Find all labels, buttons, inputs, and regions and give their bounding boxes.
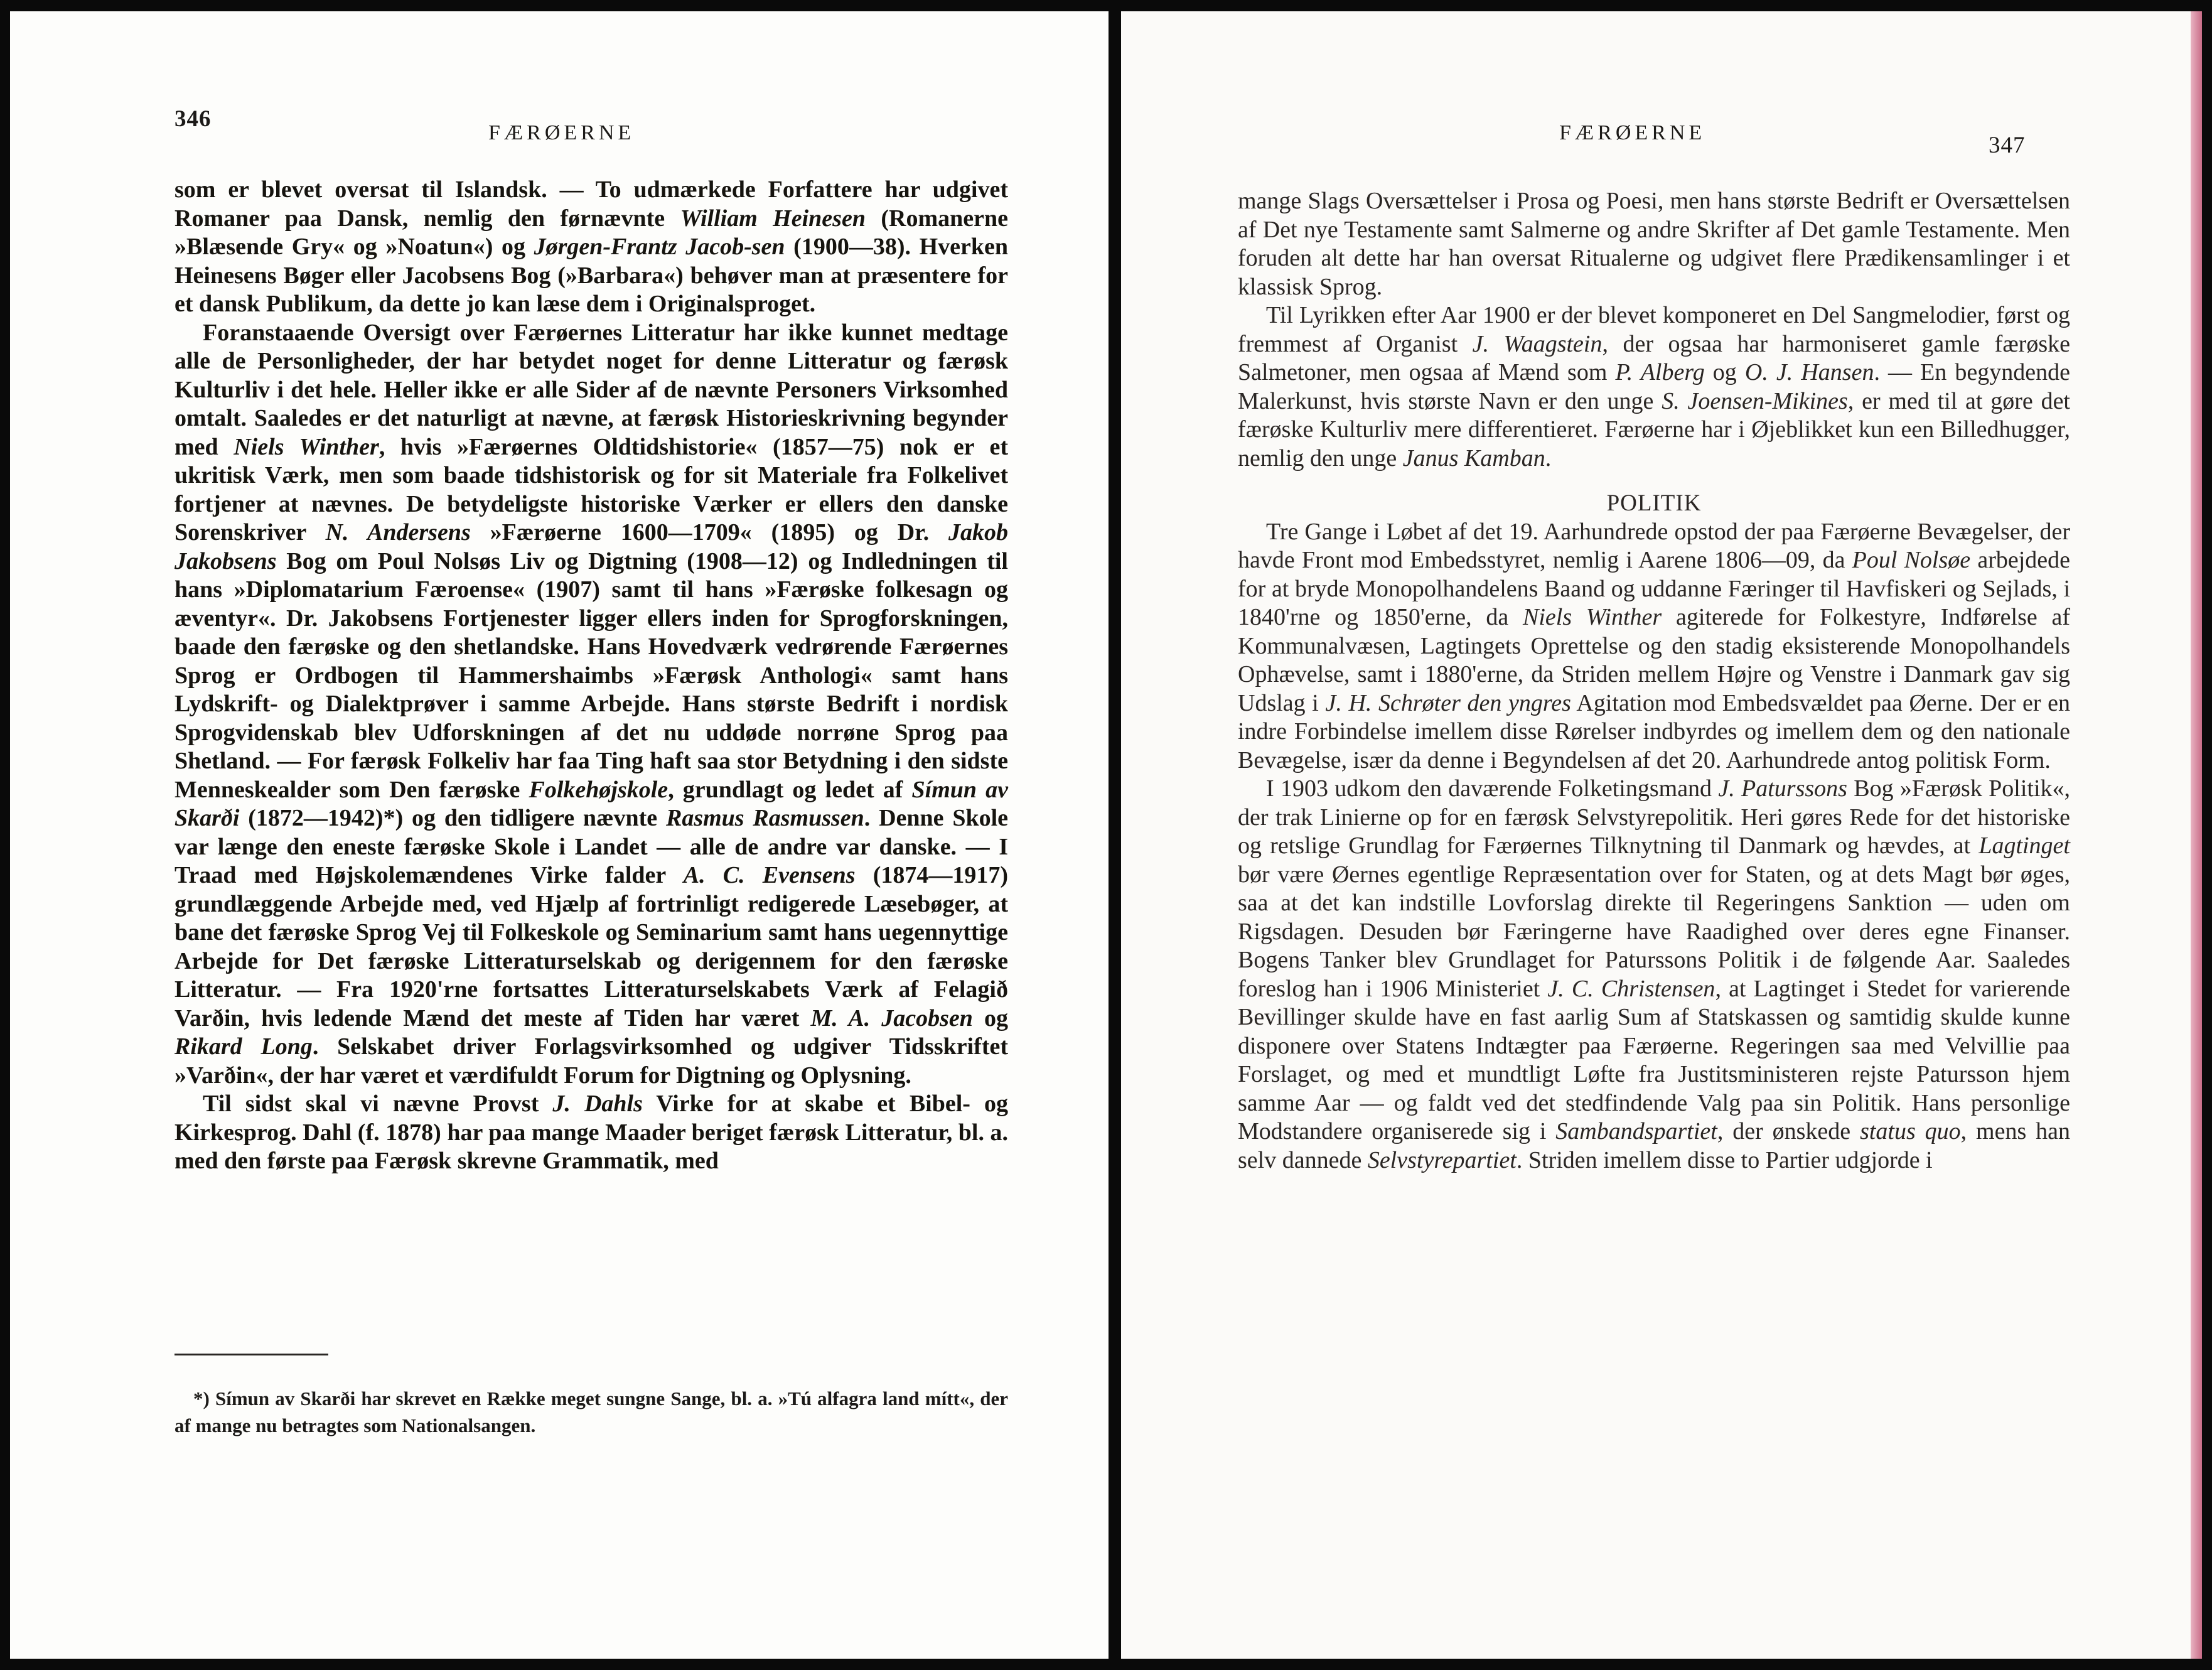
text-run: , mens han selv dannede — [1238, 1118, 2071, 1173]
text-run: (1874—1917) grundlæggende Arbejde med, ved Hjælp af fortrinligt redigerede Læsebøger, at bane det færøske Sprog Vej til Folkeskole og Seminarium samt hans uegennyttige Arbejde for Det færøske Litteraturselskab og derigennem for den færøske Litteratur. — Fra 1920'rne fortsattes Litteraturselskabets Værk af Felagið Varðin, hvis ledende Mænd det meste af Tiden har været — [174, 862, 1008, 1032]
text-run: (Romanerne »Blæsende Gry« og »Noatun«) og — [174, 205, 1008, 260]
italic-name: J. Paturssons — [1718, 775, 1847, 802]
text-run: . Striden imellem disse to Partier udgjorde i — [1516, 1146, 1933, 1173]
italic-name: William Heinesen — [680, 205, 866, 232]
text-run: Agitation mod Embedsvældet paa Øerne. Der er en indre Forbindelse imellem disse Rørelser indbyrdes og imellem dem og den nationale Bevægelse, især da denne i Begyndelsen af det 20. Aarhundrede antog politisk Form. — [1238, 689, 2070, 773]
page-number-right: 347 — [1989, 132, 2026, 158]
italic-name: Jørgen-Frantz Jacob-sen — [534, 234, 785, 260]
paragraph — [1238, 301, 2070, 473]
italic-name: P. Alberg — [1615, 359, 1705, 385]
text-run: (1872—1942)*) og den tidligere nævnte — [239, 805, 666, 831]
italic-name: M. A. Jacobsen — [810, 1005, 973, 1032]
paragraph — [1238, 775, 2070, 1175]
italic-name: Selvstyrepartiet — [1367, 1146, 1517, 1173]
footnote: *) Símun av Skarði har skrevet en Række meget sungne Sange, bl. a. »Tú alfagra land mítt«, der af mange nu betragtes som Nationalsangen. — [174, 1387, 1008, 1436]
text-run: og — [972, 1005, 1008, 1032]
italic-name: Sambandspartiet — [1555, 1118, 1717, 1145]
text-run: Til Lyrikken efter Aar 1900 er der blevet komponeret en Del Sangmelodier, først og fremmest af Organist — [1238, 302, 2070, 357]
text-run: . Denne Skole var længe den eneste færøske Skole i Landet — alle de andre var danske. — I Traad med Højskolemændenes Virke falder — [174, 805, 1009, 888]
italic-name: O. J. Hansen — [1744, 359, 1874, 385]
left-book-page — [10, 11, 1109, 1659]
paragraph — [174, 319, 1008, 1091]
text-run: Virke for at skabe et Bibel- og Kirkesprog. Dahl (f. 1878) har paa mange Maader beriget færøsk Litteratur, bl. a. med den første paa Færøsk skrevne Grammatik, med — [174, 1091, 1008, 1174]
text-run: Tre Gange i Løbet af det 19. Aarhundrede opstod der paa Færøerne Bevægelser, der havde Front mod Embedsstyret, nemlig i Aarene 1806—09, da — [1238, 518, 2070, 573]
text-run: og — [1704, 359, 1745, 385]
italic-name: Folkehøjskole — [529, 776, 668, 803]
italic-name: Jakob Jakobsens — [174, 519, 1008, 574]
text-run: . Selskabet driver Forlagsvirksomhed og udgiver Tidsskriftet »Varðin«, der har været et værdifuldt Forum for Digtning og Oplysning. — [174, 1033, 1009, 1089]
italic-name: Poul Nolsøe — [1852, 547, 1971, 573]
italic-name: J. Waagstein — [1472, 330, 1603, 357]
italic-name: Niels Winther — [234, 433, 379, 460]
text-run: , hvis »Færøernes Oldtidshistorie« (1857—75) nok er et ukritisk Værk, men som baade tidshistorisk og for sit Materiale fra Folkelivet fortjener at nævnes. De betydeligste historiske Værker er ellers den danske Sorenskriver — [174, 433, 1008, 546]
italic-name: Lagtinget — [1978, 832, 2070, 859]
text-run: (1900—38). Hverken Heinesens Bøger eller Jacobsens Bog (»Barbara«) behøver man at præsentere for et dansk Publikum, da dette jo kan læse dem i Originalsproget. — [174, 234, 1008, 317]
text-run: mange Slags Oversættelser i Prosa og Poesi, men hans største Bedrift er Oversættelsen af Det nye Testamente samt Salmerne og andre Skrifter af Det gamle Testamente. Men foruden alt dette har han oversat Ritualerne og udgivet flere Prædikensamlinger i et klassisk Sprog. — [1238, 188, 2070, 300]
text-run: »Færøerne 1600—1709« (1895) og Dr. — [470, 519, 948, 546]
italic-name: N. Andersens — [325, 519, 471, 546]
footnote-rule — [174, 1354, 328, 1355]
italic-name: J. H. Schrøter den yngres — [1325, 689, 1571, 716]
text-run: , at Lagtinget i Stedet for varierende Bevillinger skulde have en fast aarlig Sum af Statskassen og samtidig skulde kunne disponere over Statens Indtægter paa Færøerne. Regeringen saa med Velvillie paa Forslaget, og med et mundtligt Løfte fra Justitsministeren rejste Patursson hjem samme Aar — og faldt ved det stedfindende Valg paa sin Politik. Hans personlige Modstandere organiserede sig i — [1238, 975, 2070, 1145]
paragraph — [1238, 187, 2070, 301]
italic-name: Rasmus Rasmussen — [665, 805, 864, 831]
page-edge-strip — [2191, 11, 2202, 1659]
text-run: Bog om Poul Nolsøs Liv og Digtning (1908—12) og Indledningen til hans »Diplomatarium Færoense« (1907) samt til hans »Færøske folkesagn og æventyr«. Dr. Jakobsens Fortjenester ligger ellers inden for Sprogforskningen, baade den færøske og den shetlandske. Hans Hovedværk vedrørende Færøernes Sprog er Ordbogen til Hammershaimbs »Færøsk Anthologi« samt hans Lydskrift- og Dialektprøver i samme Arbejde. Hans største Bedrift i nordisk Sprogvidenskab blev Udforskningen af det nu uddøde norrøne Sprog paa Shetland. — For færøsk Folkeliv har faa Ting haft saa stor Betydning i den sidste Menneskealder som Den færøske — [174, 547, 1008, 803]
paragraph — [174, 1090, 1008, 1176]
text-run: . — En begyndende Malerkunst, hvis største Navn er den unge — [1238, 359, 2071, 414]
italic-name: status quo — [1860, 1118, 1961, 1145]
text-run: I 1903 udkom den daværende Folketingsmand — [1266, 775, 1719, 802]
text-run: , der ønskede — [1717, 1118, 1860, 1145]
text-run: Foranstaaende Oversigt over Færøernes Litteratur har ikke kunnet medtage alle de Personligheder, der har betydet noget for denne Litteratur og færøsk Kulturliv i det hele. Heller ikke er alle Sider af de nævnte Personers Virksomhed omtalt. Saaledes er det naturligt at nævne, at færøsk Historieskrivning begynder med — [174, 319, 1008, 460]
text-run: , grundlagt og ledet af — [668, 776, 912, 803]
italic-name: Niels Winther — [1523, 604, 1662, 630]
italic-name: Janus Kamban — [1402, 444, 1545, 471]
text-run: agiterede for Folkestyre, Indførelse af Kommunalvæsen, Lagtingets Oprettelse og den stadig eksisterende Monopolhandels Ophævelse, samt i 1880'erne, da Striden mellem Højre og Venstre i Danmark gav sig Udslag i — [1238, 604, 2071, 716]
text-run: som er blevet oversat til Islandsk. — To udmærkede Forfattere har udgivet Romaner paa Dansk, nemlig den førnævnte — [174, 176, 1008, 232]
right-page-body — [1238, 187, 2070, 1175]
text-run: bør være Øernes egentlige Repræsentation over for Staten, og at dets Magt bør øges, saa at det kan indstille Lovforslag direkte til Regeringens Sanktion — uden om Rigsdagen. Desuden bør Færingerne have Raadighed over deres egne Finanser. Bogens Tanker blev Grundlaget for Paturssons Politik i de følgende Aar. Saaledes foreslog han i 1906 Ministeriet — [1238, 861, 2070, 1002]
italic-name: Rikard Long — [174, 1033, 313, 1060]
italic-name: J. Dahls — [552, 1091, 643, 1117]
text-run: Bog »Færøsk Politik«, der trak Linierne op for en færøsk Selvstyrepolitik. Heri gøres Rede for det historiske og retslige Grundlag for Færøernes Tilknytning til Danmark og hævdes, at — [1238, 775, 2071, 859]
paragraph — [174, 176, 1008, 319]
text-run: . — [1545, 444, 1552, 471]
paragraphs-before-heading — [1238, 187, 2070, 473]
paragraphs-after-heading — [1238, 518, 2070, 1175]
running-head-right: FÆRØERNE — [1559, 121, 1706, 144]
italic-name: Símun av Skarði — [174, 776, 1008, 831]
page-number-left: 346 — [174, 106, 212, 132]
running-head-left: FÆRØERNE — [488, 121, 635, 144]
right-book-page — [1121, 11, 2202, 1659]
paragraph — [1238, 518, 2070, 775]
left-page-body — [174, 176, 1008, 1176]
italic-name: J. C. Christensen — [1547, 975, 1715, 1002]
text-run: , der ogsaa har harmoniseret gamle færøske Salmetoner, men ogsaa af Mænd som — [1238, 330, 2070, 385]
text-run: arbejdede for at bryde Monopolhandelens Baand og uddanne Færinger til Havfiskeri og Sejlads, i 1840'rne og 1850'erne, da — [1238, 547, 2071, 630]
section-heading-politik: POLITIK — [1606, 490, 1702, 516]
italic-name: S. Joensen-Mikines — [1662, 387, 1848, 414]
italic-name: A. C. Evensens — [683, 862, 856, 888]
text-run: Til sidst skal vi nævne Provst — [203, 1091, 553, 1117]
text-run: , er med til at gøre det færøske Kulturliv mere differentieret. Færøerne har i Øjeblikket kun een Billedhugger, nemlig den unge — [1238, 387, 2070, 471]
